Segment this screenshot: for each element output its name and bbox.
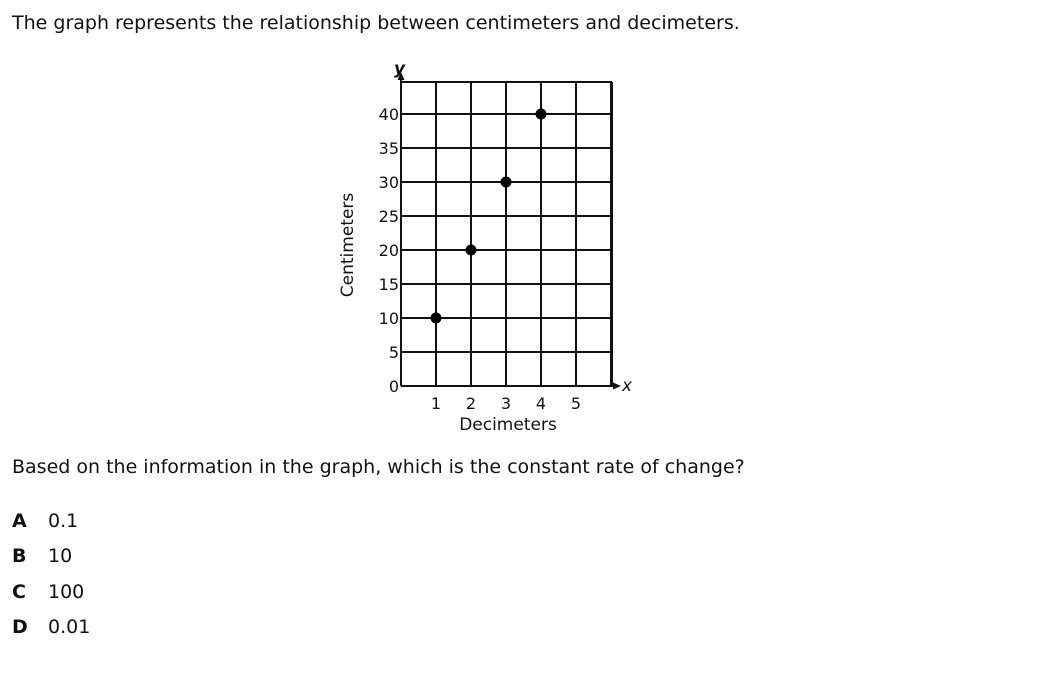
data-point: [536, 109, 547, 120]
y-tick-label: 15: [378, 275, 399, 294]
y-tick-label: 5: [388, 343, 399, 362]
choice-letter: D: [12, 616, 28, 639]
x-axis-letter: x: [622, 376, 633, 396]
y-tick-label: 0: [388, 377, 399, 396]
x-tick-label: 1: [430, 394, 442, 413]
x-tick-label: 2: [465, 394, 477, 413]
x-axis-label: Decimeters: [459, 415, 557, 435]
x-tick-label: 5: [570, 394, 582, 413]
choice-d[interactable]: [12, 610, 90, 646]
question-intro: The graph represents the relationship between centimeters and decimeters.: [12, 12, 740, 34]
y-tick-label: 40: [378, 105, 399, 124]
y-axis-letter: y: [394, 59, 406, 79]
choice-letter: B: [12, 545, 27, 568]
y-tick-label: 25: [378, 207, 399, 226]
choice-letter: A: [12, 509, 27, 532]
choice-a[interactable]: [12, 503, 90, 539]
choice-text: 0.01: [48, 616, 91, 639]
question-prompt: Based on the information in the graph, which is the constant rate of change?: [12, 456, 745, 478]
y-tick-label: 20: [378, 241, 399, 260]
y-tick-label: 35: [378, 139, 399, 158]
answer-choices: [12, 503, 90, 645]
choice-text: 0.1: [48, 509, 79, 532]
choice-text: 100: [48, 580, 85, 603]
x-tick-label: 3: [500, 394, 512, 413]
x-axis-arrow: [613, 383, 621, 390]
y-tick-label: 30: [378, 173, 399, 192]
choice-b[interactable]: [12, 539, 90, 575]
y-axis-label: Centimeters: [338, 192, 358, 298]
data-point: [466, 245, 477, 256]
data-point: [501, 177, 512, 188]
data-point: [431, 313, 442, 324]
x-tick-label: 4: [535, 394, 547, 413]
choice-letter: C: [12, 580, 26, 603]
choice-c[interactable]: [12, 574, 90, 610]
y-tick-label: 10: [378, 309, 399, 328]
choice-text: 10: [48, 545, 73, 568]
